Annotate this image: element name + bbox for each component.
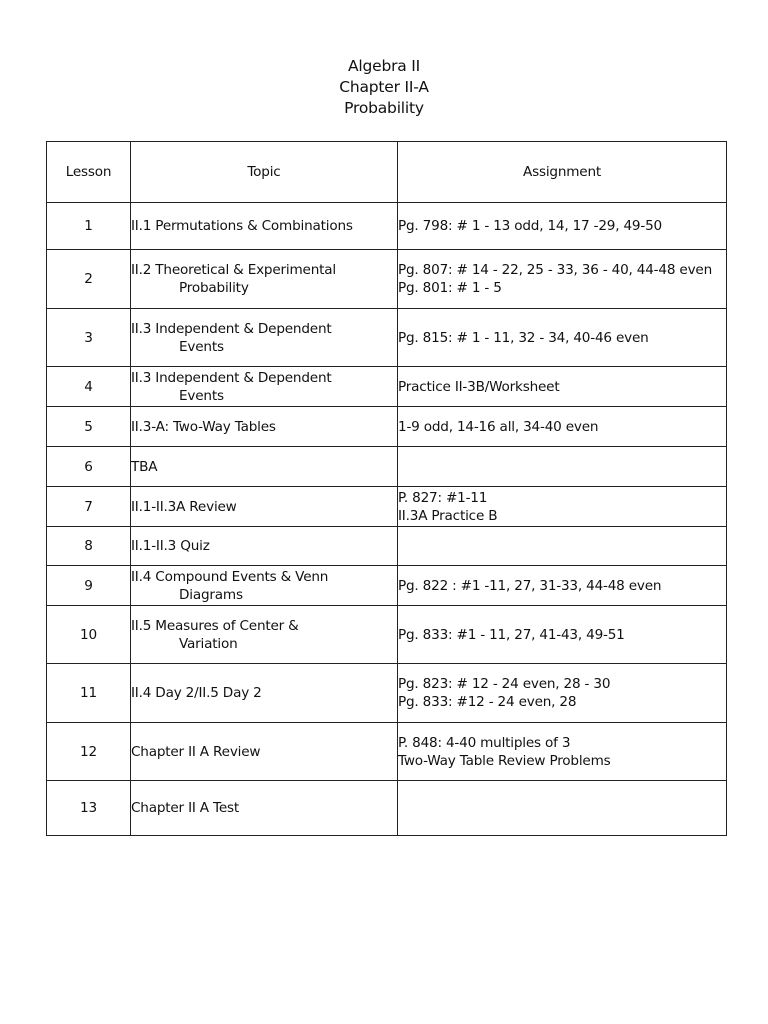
topic-text-continued: Events — [179, 387, 224, 404]
lesson-number: 5 — [47, 407, 131, 447]
lesson-number: 8 — [47, 527, 131, 566]
assignment-text: Pg. 822 : #1 -11, 27, 31-33, 44-48 even — [398, 577, 662, 594]
lesson-number: 13 — [47, 781, 131, 836]
topic-text-continued: Variation — [179, 635, 238, 652]
assignment-text: 1-9 odd, 14-16 all, 34-40 even — [398, 418, 599, 435]
lesson-number: 2 — [47, 250, 131, 309]
assignment-text: P. 848: 4-40 multiples of 3 — [398, 734, 571, 751]
topic-text-continued: Diagrams — [179, 586, 243, 603]
assignment-text: Pg. 823: # 12 - 24 even, 28 - 30 — [398, 676, 611, 692]
table-row — [47, 781, 727, 836]
assignment-text: II.3A Practice B — [398, 507, 498, 524]
topic-cell — [131, 203, 398, 250]
table-row — [47, 367, 727, 407]
lesson-number: 1 — [47, 203, 131, 250]
table-row — [47, 447, 727, 487]
topic-text-continued: Events — [179, 338, 224, 355]
topic-text: II.3 Independent & Dependent — [131, 320, 332, 337]
assignment-cell — [398, 487, 727, 527]
assignment-cell — [398, 566, 727, 606]
topic-cell — [131, 407, 398, 447]
assignment-cell — [398, 447, 727, 487]
topic-cell — [131, 566, 398, 606]
lesson-number: 9 — [47, 566, 131, 606]
topic-text: II.1-II.3 Quiz — [131, 538, 210, 554]
table-row — [47, 309, 727, 367]
document-title — [0, 56, 768, 119]
lesson-number: 11 — [47, 664, 131, 723]
topic-cell — [131, 527, 398, 566]
assignment-text: Pg. 833: #12 - 24 even, 28 — [398, 694, 577, 710]
table-row — [47, 487, 727, 527]
table-row — [47, 250, 727, 309]
table-header-row — [47, 142, 727, 203]
topic-text: II.1 Permutations & Combinations — [131, 218, 353, 234]
table-row — [47, 566, 727, 606]
assignment-cell — [398, 723, 727, 781]
topic-text: II.3-A: Two-Way Tables — [131, 418, 276, 435]
topic-text: II.5 Measures of Center & — [131, 617, 299, 634]
assignment-text: Pg. 798: # 1 - 13 odd, 14, 17 -29, 49-50 — [398, 218, 662, 234]
topic-title: Probability — [344, 99, 424, 117]
table-row — [47, 723, 727, 781]
topic-text: II.1-II.3A Review — [131, 498, 237, 515]
course-title: Algebra II — [347, 57, 421, 75]
lesson-number: 4 — [47, 367, 131, 407]
assignment-text: Two-Way Table Review Problems — [398, 752, 611, 769]
assignment-text: Pg. 807: # 14 - 22, 25 - 33, 36 - 40, 44-48 even — [398, 262, 712, 278]
lesson-schedule-table — [46, 141, 727, 836]
assignment-text: Pg. 815: # 1 - 11, 32 - 34, 40-46 even — [398, 329, 649, 346]
column-header-assignment: Assignment — [398, 142, 727, 203]
table-row — [47, 407, 727, 447]
topic-cell — [131, 250, 398, 309]
topic-text: II.2 Theoretical & Experimental — [131, 262, 336, 278]
assignment-cell — [398, 203, 727, 250]
topic-text: II.4 Day 2/II.5 Day 2 — [131, 685, 262, 701]
topic-text-continued: Probability — [179, 280, 249, 296]
assignment-text: Pg. 801: # 1 - 5 — [398, 280, 502, 296]
topic-cell — [131, 664, 398, 723]
lesson-number: 6 — [47, 447, 131, 487]
topic-cell — [131, 487, 398, 527]
topic-text: Chapter II A Test — [131, 800, 239, 816]
column-header-lesson: Lesson — [47, 142, 131, 203]
topic-cell — [131, 723, 398, 781]
topic-cell — [131, 606, 398, 664]
lesson-number: 10 — [47, 606, 131, 664]
column-header-topic: Topic — [131, 142, 398, 203]
assignment-text: Practice II-3B/Worksheet — [398, 378, 560, 395]
assignment-cell — [398, 367, 727, 407]
lesson-number: 7 — [47, 487, 131, 527]
assignment-text: Pg. 833: #1 - 11, 27, 41-43, 49-51 — [398, 626, 625, 643]
table-row — [47, 527, 727, 566]
topic-text: Chapter II A Review — [131, 743, 261, 760]
topic-text: II.4 Compound Events & Venn — [131, 568, 329, 585]
assignment-cell — [398, 606, 727, 664]
topic-text: TBA — [131, 458, 158, 475]
table-row — [47, 664, 727, 723]
table-row — [47, 606, 727, 664]
topic-cell — [131, 447, 398, 487]
chapter-title: Chapter II-A — [339, 78, 429, 96]
topic-cell — [131, 367, 398, 407]
topic-text: II.3 Independent & Dependent — [131, 369, 332, 386]
assignment-cell — [398, 309, 727, 367]
assignment-text: P. 827: #1-11 — [398, 489, 488, 506]
assignment-cell — [398, 527, 727, 566]
lesson-number: 3 — [47, 309, 131, 367]
topic-cell — [131, 309, 398, 367]
assignment-cell — [398, 664, 727, 723]
assignment-cell — [398, 407, 727, 447]
topic-cell — [131, 781, 398, 836]
lesson-number: 12 — [47, 723, 131, 781]
assignment-cell — [398, 781, 727, 836]
assignment-cell — [398, 250, 727, 309]
table-row — [47, 203, 727, 250]
